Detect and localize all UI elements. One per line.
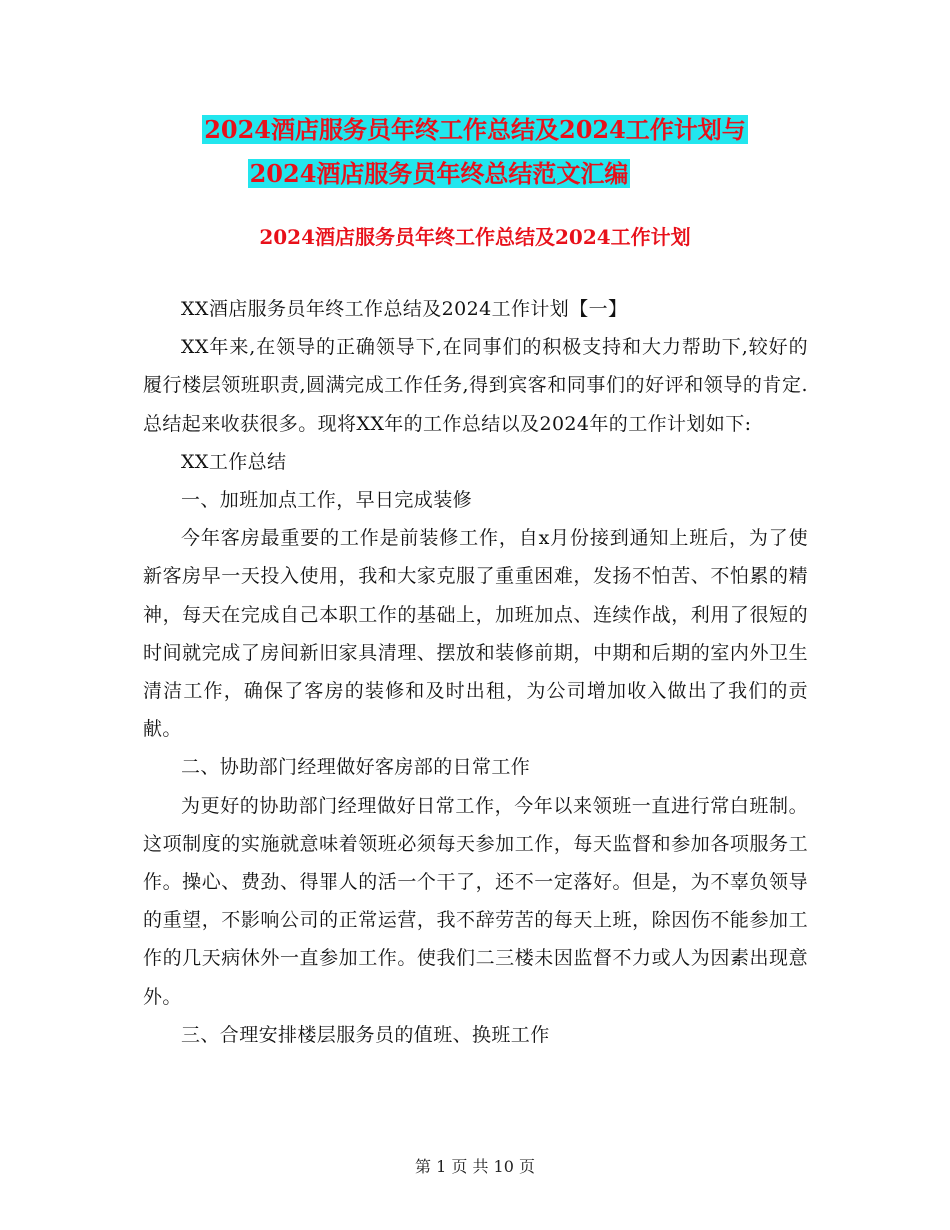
paragraph-section-1-heading: 一、加班加点工作，早日完成装修 — [181, 489, 473, 512]
paragraph-section-2-body: 为更好的协助部门经理做好日常工作，今年以来领班一直进行常白班制。这项制度的实施就意味着领班必须每天参加工作，每天监督和参加各项服务工作。操心、费劲、得罪人的活一个干了，还不一定落好。但是，为不辜负领导的重望，不影响公司的正常运营，我不辞劳苦的每天上班，除因伤不能参加工作的几天病休外一直参加工作。使我们二三楼未因监督不力或人为因素出现意外。 — [143, 794, 808, 1008]
main-title-line2 — [0, 157, 914, 191]
main-title-line2-text: 2024酒店服务员年终总结范文汇编 — [249, 159, 629, 188]
paragraph-intro: XX年来,在领导的正确领导下,在同事们的积极支持和大力帮助下,较好的履行楼层领班职责,圆满完成工作任务,得到宾客和同事们的好评和领导的肯定.总结起来收获很多。现将XX年的工作总结以及2024年的工作计划如下: — [143, 336, 808, 435]
page-footer: 第 1 页 共 10 页 — [415, 1157, 535, 1176]
paragraph-heading-1: XX酒店服务员年终工作总结及2024工作计划【一】 — [181, 298, 628, 320]
paragraph-section-2-heading: 二、协助部门经理做好客房部的日常工作 — [181, 756, 531, 779]
paragraph-summary-heading: XX工作总结 — [181, 450, 287, 473]
paragraph-section-3-heading: 三、合理安排楼层服务员的值班、换班工作 — [181, 1023, 550, 1046]
document-body — [143, 290, 808, 1054]
section-title: 2024酒店服务员年终工作总结及2024工作计划 — [259, 225, 691, 249]
main-title-line1-text: 2024酒店服务员年终工作总结及2024工作计划与 — [204, 115, 746, 144]
paragraph-section-1-body: 今年客房最重要的工作是前装修工作，自x月份接到通知上班后，为了使新客房早一天投入使用，我和大家克服了重重困难，发扬不怕苦、不怕累的精神，每天在完成自己本职工作的基础上，加班加点、连续作战，利用了很短的时间就完成了房间新旧家具清理、摆放和装修前期，中期和后期的室内外卫生清洁工作，确保了客房的装修和及时出租，为公司增加收入做出了我们的贡献。 — [143, 527, 808, 741]
main-title-line1 — [0, 113, 950, 147]
